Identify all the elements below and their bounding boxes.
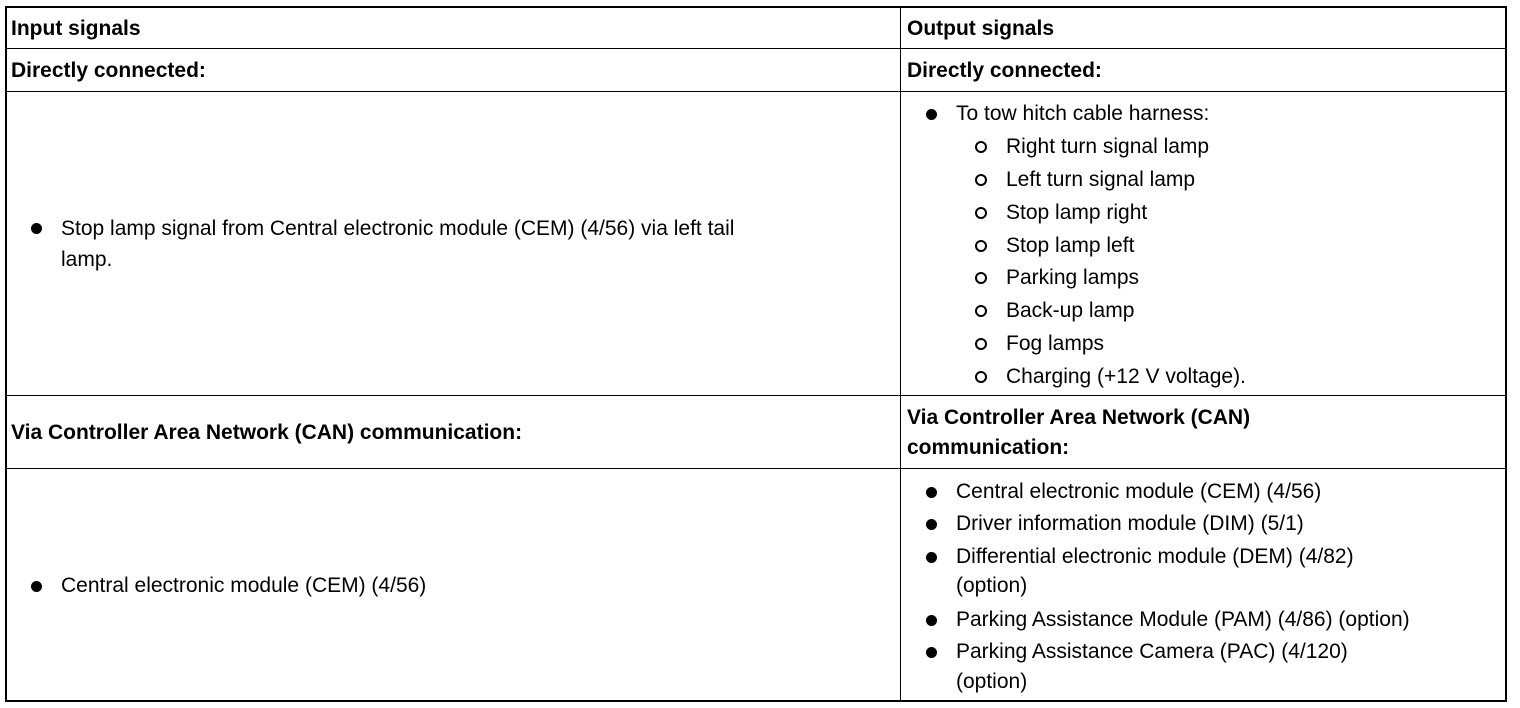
output-can-item-cont: (option) — [956, 574, 1028, 597]
output-can-item-cont: (option) — [956, 670, 1028, 693]
bullet-icon — [31, 581, 42, 592]
row-divider — [7, 91, 1505, 92]
hollow-bullet-icon — [975, 371, 987, 383]
input-can-label: Via Controller Area Network (CAN) communication: — [11, 421, 523, 444]
header-output-signals: Output signals — [907, 17, 1054, 40]
hollow-bullet-icon — [975, 240, 987, 252]
hollow-bullet-icon — [975, 272, 987, 284]
column-divider — [900, 8, 901, 700]
input-direct-text-line1: Stop lamp signal from Central electronic module (CEM) (4/56) via left tail — [61, 217, 735, 240]
bullet-icon — [31, 223, 42, 234]
bullet-icon — [926, 647, 937, 658]
input-direct-label: Directly connected: — [11, 59, 206, 82]
output-subitem: Back-up lamp — [1006, 299, 1135, 322]
output-can-item: Parking Assistance Module (PAM) (4/86) (option) — [956, 608, 1410, 631]
hollow-bullet-icon — [975, 305, 987, 317]
bullet-icon — [926, 487, 937, 498]
header-input-signals: Input signals — [11, 17, 141, 40]
output-subitem: Charging (+12 V voltage). — [1006, 365, 1246, 388]
bullet-icon — [926, 615, 937, 626]
output-can-item: Parking Assistance Camera (PAC) (4/120) — [956, 640, 1348, 663]
row-divider — [7, 468, 1505, 469]
output-group-title: To tow hitch cable harness: — [956, 102, 1210, 125]
output-subitem: Right turn signal lamp — [1006, 135, 1210, 158]
input-can-text: Central electronic module (CEM) (4/56) — [61, 574, 427, 597]
output-subitem: Left turn signal lamp — [1006, 168, 1196, 191]
output-subitem: Stop lamp left — [1006, 234, 1135, 257]
output-can-label-line2: communication: — [907, 436, 1070, 459]
output-can-item: Differential electronic module (DEM) (4/82) — [956, 545, 1354, 568]
hollow-bullet-icon — [975, 141, 987, 153]
signals-table — [5, 6, 1507, 702]
bullet-icon — [926, 519, 937, 530]
output-subitem: Stop lamp right — [1006, 201, 1148, 224]
output-can-item: Driver information module (DIM) (5/1) — [956, 512, 1304, 535]
output-can-label-line1: Via Controller Area Network (CAN) — [907, 406, 1251, 429]
input-direct-text-line2: lamp. — [61, 248, 113, 271]
row-divider — [7, 395, 1505, 396]
output-subitem: Fog lamps — [1006, 332, 1105, 355]
output-can-item: Central electronic module (CEM) (4/56) — [956, 480, 1322, 503]
output-subitem: Parking lamps — [1006, 266, 1140, 289]
hollow-bullet-icon — [975, 338, 987, 350]
hollow-bullet-icon — [975, 174, 987, 186]
hollow-bullet-icon — [975, 207, 987, 219]
row-divider — [7, 48, 1505, 49]
bullet-icon — [926, 552, 937, 563]
bullet-icon — [926, 109, 937, 120]
output-direct-label: Directly connected: — [907, 59, 1102, 82]
